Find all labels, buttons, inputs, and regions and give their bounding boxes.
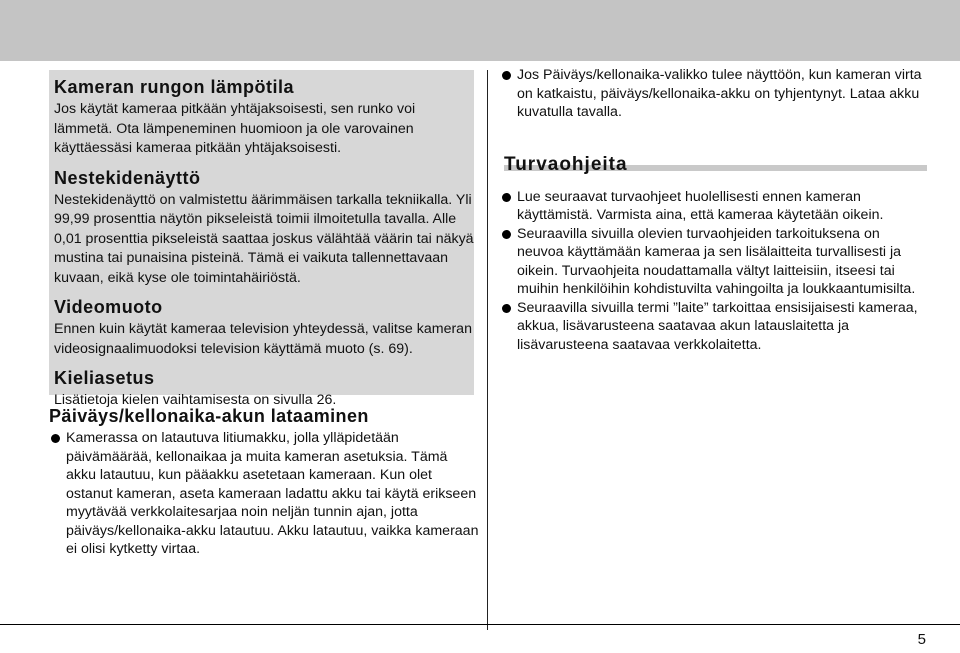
footer-rule bbox=[0, 624, 960, 625]
bullet-icon bbox=[51, 434, 60, 443]
header-band bbox=[0, 0, 960, 61]
safety-heading bbox=[504, 154, 927, 176]
lcd-text: Nestekidenäyttö on valmistettu äärimmäisen tarkalla tekniikalla. Yli 99,99 prosenttia näytön pikseleistä toimii ilmoitetulla tavalla. Alle 0,01 prosenttia pikseleistä saattaa joskus välähtää väärin tai näkyä mustina tai punaisina pisteinä. Tämä ei vaikuta tallennettavaan kuvaan, eikä kyse ole toimintahäiriöstä. bbox=[54, 191, 474, 286]
bullet-icon bbox=[502, 193, 511, 202]
section-title-language: Kieliasetus bbox=[54, 368, 155, 388]
video-format-text: Ennen kuin käytät kameraa television yhteydessä, valitse kameran videosignaalimuodoksi television käyttämä muoto (s. 69). bbox=[54, 321, 472, 357]
list-item bbox=[49, 429, 479, 559]
safety-title: Turvaohjeita bbox=[504, 153, 628, 175]
bullet-text: Seuraavilla sivuilla olevien turvaohjeiden tarkoituksena on neuvoa käyttämään kameraa ja sen lisälaitteita turvallisesti ja oikein. Turvaohjeita noudattamalla vältyt laitteisiin, itseesi tai muihin henkilöihin kohdistuvilta vahingoilta ja loukkaantumisilta. bbox=[517, 225, 916, 297]
bullet-icon bbox=[502, 304, 511, 313]
safety-bullet-list bbox=[500, 188, 930, 355]
column-divider bbox=[487, 70, 488, 630]
list-item bbox=[500, 66, 930, 122]
bullet-icon bbox=[502, 71, 511, 80]
section-title-lcd: Nestekidenäyttö bbox=[54, 167, 201, 188]
right-column bbox=[500, 66, 930, 354]
list-item bbox=[500, 299, 930, 355]
bullet-text: Lue seuraavat turvaohjeet huolellisesti ennen kameran käyttämistä. Varmista aina, että kameraa käytetään oikein. bbox=[517, 188, 884, 223]
bullet-text: Kamerassa on latautuva litiumakku, jolla ylläpidetään päivämäärää, kellonaikaa ja muita kameran asetuksia. Tämä akku latautuu, kun pääakku asetetaan kameraan. Kun olet ostanut kameran, aseta kameraan ladattu akku tai käytä erikseen myytävää verkkolaitesarjaa noin neljän tunnin ajan, jotta päiväys/kellonaika-akku latautuu. Akku latautuu, vaikka kameraan ei olisi kytketty virtaa. bbox=[66, 430, 479, 557]
battery-section-title: Päiväys/kellonaika-akun lataaminen bbox=[49, 406, 369, 426]
bullet-text: Jos Päiväys/kellonaika-valikko tulee näyttöön, kun kameran virta on katkaistu, päiväys/kellonaika-akku on tyhjentynyt. Lataa akku kuvatulla tavalla. bbox=[517, 67, 922, 120]
body-temperature-text: Jos käytät kameraa pitkään yhtäjaksoisesti, sen runko voi lämmetä. Ota lämpeneminen huomioon ja ole varovainen käyttäessäsi kameraa pitkään yhtäjaksoisesti. bbox=[54, 101, 416, 156]
battery-section bbox=[49, 405, 479, 559]
page-number: 5 bbox=[917, 631, 926, 648]
notice-box bbox=[49, 70, 474, 408]
section-title-video-format: Videomuoto bbox=[54, 297, 163, 317]
section-title-body-temperature: Kameran rungon lämpötila bbox=[54, 77, 295, 97]
list-item bbox=[500, 188, 930, 225]
bullet-icon bbox=[502, 230, 511, 239]
list-item bbox=[500, 225, 930, 299]
language-text: Lisätietoja kielen vaihtamisesta on sivulla 26. bbox=[54, 392, 337, 408]
bullet-text: Seuraavilla sivuilla termi ”laite” tarkoittaa ensisijaisesti kameraa, akkua, lisävarusteena saatavaa akun latauslaitetta ja lisävarusteena saatavaa verkkolaitetta. bbox=[517, 299, 918, 353]
date-battery-bullet-list bbox=[500, 66, 930, 122]
battery-bullet-list bbox=[49, 429, 479, 559]
